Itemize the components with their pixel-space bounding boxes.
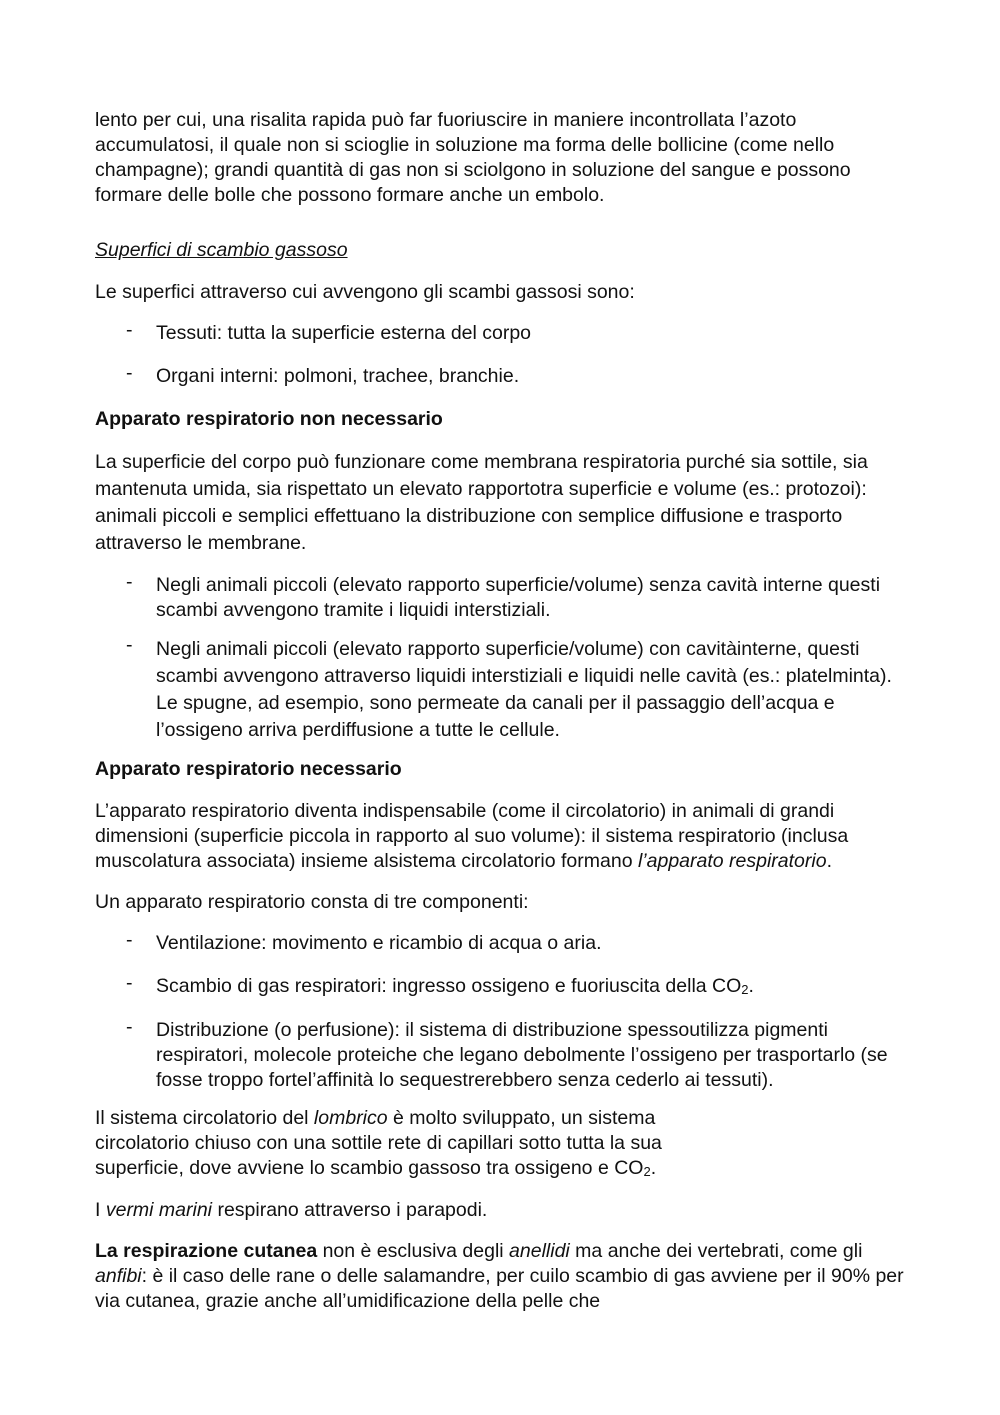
cutaneous-paragraph: La respirazione cutanea non è esclusiva degli anellidi ma anche dei vertebrati, come gli anfibi: è il caso delle rane o delle salamandre, per cuilo scambio di gas avviene per il 90% per via cutanea, grazie anche all’umidificazione della pelle che xyxy=(95,1240,904,1312)
surfaces-intro: Le superfici attraverso cui avvengono gli scambi gassosi sono: xyxy=(95,281,635,303)
heading-needed: Apparato respiratorio necessario xyxy=(95,758,402,780)
document-page xyxy=(95,108,915,1314)
dash-bullet: - xyxy=(126,972,133,994)
dash-bullet: - xyxy=(126,319,133,341)
intro-paragraph: lento per cui, una risalita rapida può far fuoriuscire in maniere incontrollata l’azoto accumulatosi, il quale non si scioglie in soluzione ma forma delle bollicine (come nello champagne); grandi quantità di gas non si sciolgono in soluzione del sangue e possono formare delle bolle che possono formare anche un embolo. xyxy=(95,109,851,206)
dash-bullet: - xyxy=(126,634,133,656)
dash-bullet: - xyxy=(126,362,133,384)
list-item: - Negli animali piccoli (elevato rapporto superficie/volume) senza cavità interne questi scambi avvengono tramite i liquidi interstiziali. xyxy=(126,571,881,621)
dash-bullet: - xyxy=(126,571,133,593)
not-needed-list xyxy=(95,573,915,744)
surfaces-list xyxy=(95,321,915,389)
dash-bullet: - xyxy=(126,929,133,951)
list-item: - Scambio di gas respiratori: ingresso ossigeno e fuoriuscita della $CO_2$. xyxy=(126,972,754,997)
list-item: - Tessuti: tutta la superficie esterna del corpo xyxy=(126,319,532,344)
section-title: Superfici di scambio gassoso xyxy=(95,239,348,261)
dash-bullet: - xyxy=(126,1016,133,1038)
heading-not-needed: Apparato respiratorio non necessario xyxy=(95,408,443,430)
list-item: - Organi interni: polmoni, trachee, branchie. xyxy=(126,362,520,387)
list-item: - Negli animali piccoli (elevato rapporto superficie/volume) con cavitàinterne, questi scambi avvengono attraverso liquidi interstiziali e liquidi nelle cavità (es.: platelminta). Le spugne, ad esempio, sono permeate da canali per il passaggio dell’acqua e l’ossigeno arriva perdiffusione a tutte le cellule. xyxy=(126,634,892,741)
earthworm-paragraph: Il sistema circolatorio del lombrico è molto sviluppato, un sistema circolatorio chiuso con una sottile rete di capillari sotto tutta la sua superficie, dove avviene lo scambio gassoso tra ossigeno e $CO_2$. xyxy=(95,1107,662,1179)
not-needed-paragraph: La superficie del corpo può funzionare come membrana respiratoria purché sia sottile, sia mantenuta umida, sia rispettato un elevato rapportotra superficie e volume (es.: protozoi): animali piccoli e semplici effettuano la distribuzione con semplice diffusione e trasporto attraverso le membrane. xyxy=(95,451,868,554)
list-item: - Distribuzione (o perfusione): il sistema di distribuzione spessoutilizza pigmenti respiratori, molecole proteiche che legano debolmente l’ossigeno per trasportarlo (se fosse troppo fortel’affinità lo sequestrerebbero senza cederlo ai tessuti). xyxy=(126,1016,888,1091)
components-intro: Un apparato respiratorio consta di tre componenti: xyxy=(95,891,529,913)
needed-paragraph: L’apparato respiratorio diventa indispensabile (come il circolatorio) in animali di grandi dimensioni (superficie piccola in rapporto al suo volume): il sistema respiratorio (inclusa muscolatura associata) insieme alsistema circolatorio formano l’apparato respiratorio. xyxy=(95,800,849,872)
list-item: - Ventilazione: movimento e ricambio di acqua o aria. xyxy=(126,929,602,954)
marine-worms-paragraph: I vermi marini respirano attraverso i parapodi. xyxy=(95,1199,488,1221)
components-list xyxy=(95,931,915,1093)
